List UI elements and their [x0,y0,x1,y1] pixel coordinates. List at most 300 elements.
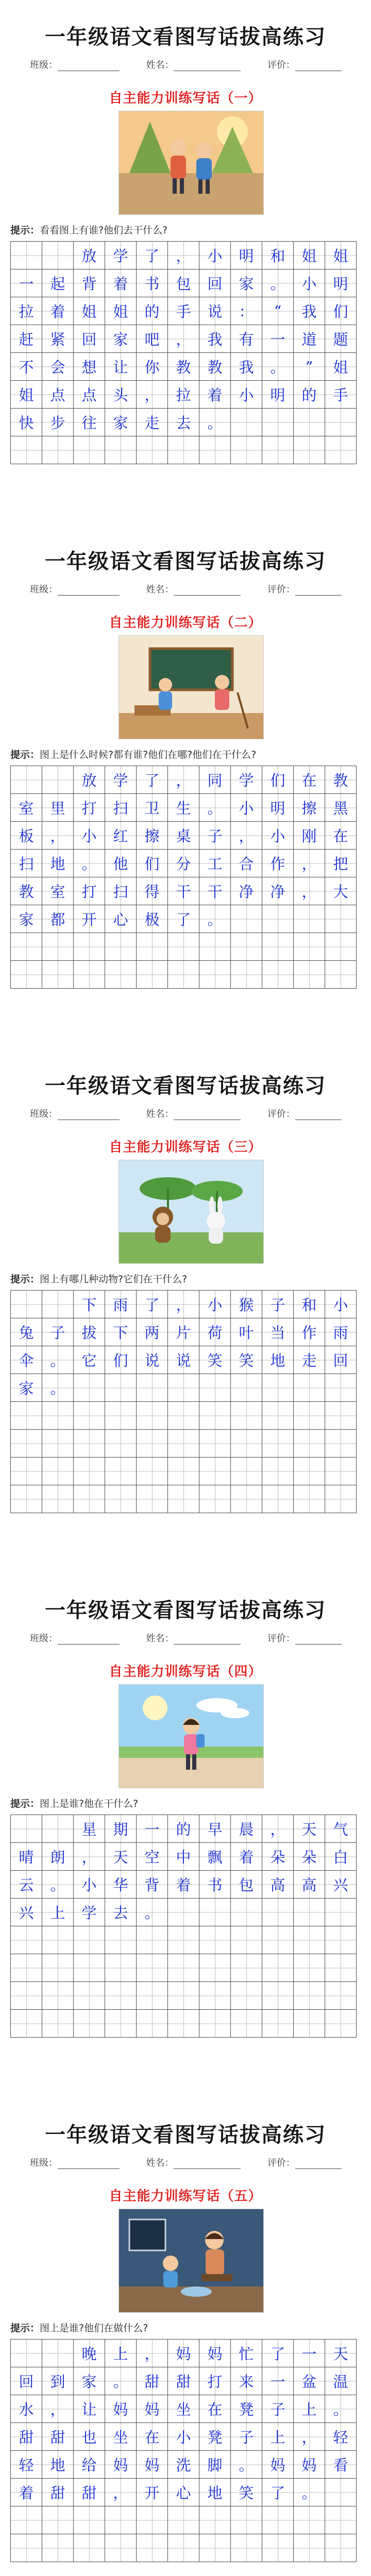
grid-cell[interactable] [325,2010,357,2038]
grid-cell[interactable]: 了 [262,2479,294,2506]
grid-cell[interactable]: ， [294,850,325,877]
grid-cell[interactable] [294,933,325,961]
grid-cell[interactable]: 有 [231,325,262,353]
grid-cell[interactable]: 步 [42,409,74,436]
grid-cell[interactable] [137,961,168,989]
grid-cell[interactable] [325,905,357,933]
grid-cell[interactable]: 让 [105,353,137,381]
grid-cell[interactable]: 朵 [294,1843,325,1871]
grid-cell[interactable]: 包 [231,1871,262,1899]
grid-cell[interactable]: 我 [199,325,231,353]
grid-cell[interactable]: 把 [325,850,357,877]
grid-cell[interactable]: 到 [42,2367,74,2395]
grid-cell[interactable]: 了 [137,242,168,269]
grid-cell[interactable] [11,933,42,961]
grid-cell[interactable]: 书 [199,1871,231,1899]
grid-cell[interactable]: 期 [105,1815,137,1843]
grid-cell[interactable]: 明 [325,269,357,297]
grid-cell[interactable]: 着 [231,1843,262,1871]
grid-cell[interactable]: 扫 [11,850,42,877]
grid-cell[interactable]: 子 [231,2423,262,2451]
grid-cell[interactable]: 他 [105,850,137,877]
grid-cell[interactable] [74,961,105,989]
grid-cell[interactable] [294,2534,325,2562]
grid-cell[interactable]: 打 [199,2367,231,2395]
grid-cell[interactable]: 地 [42,850,74,877]
grid-cell[interactable]: 甜 [168,2367,199,2395]
grid-cell[interactable] [168,1899,199,1926]
grid-cell[interactable]: 们 [105,1346,137,1374]
grid-cell[interactable] [231,933,262,961]
grid-cell[interactable]: 说 [168,1346,199,1374]
grid-cell[interactable]: 干 [199,877,231,905]
grid-cell[interactable] [294,1374,325,1402]
grid-cell[interactable]: 雨 [105,1291,137,1318]
grid-cell[interactable]: ， [74,1843,105,1871]
grid-cell[interactable]: 在 [294,766,325,794]
grid-cell[interactable] [105,1926,137,1954]
grid-cell[interactable] [168,1430,199,1458]
grid-cell[interactable] [294,2010,325,2038]
grid-cell[interactable] [262,1402,294,1430]
grid-cell[interactable]: 。 [325,2395,357,2423]
grid-cell[interactable] [11,766,42,794]
grid-cell[interactable]: 学 [231,766,262,794]
grid-cell[interactable]: 的 [168,1815,199,1843]
grid-cell[interactable]: 姐 [325,353,357,381]
grid-cell[interactable] [42,766,74,794]
grid-cell[interactable]: 姐 [11,381,42,409]
grid-cell[interactable]: 着 [199,381,231,409]
grid-cell[interactable]: 回 [325,1346,357,1374]
grid-cell[interactable]: 。 [199,905,231,933]
grid-cell[interactable]: 。 [262,269,294,297]
grid-cell[interactable]: 一 [11,269,42,297]
grid-cell[interactable]: 放 [74,766,105,794]
grid-cell[interactable]: 净 [262,877,294,905]
grid-cell[interactable]: 扫 [105,794,137,822]
grid-cell[interactable]: 来 [231,2367,262,2395]
grid-cell[interactable] [11,1430,42,1458]
class-blank[interactable] [58,61,120,71]
grid-cell[interactable]: 笑 [231,1346,262,1374]
score-blank[interactable] [295,61,342,71]
grid-cell[interactable] [11,2506,42,2534]
grid-cell[interactable] [231,1982,262,2010]
grid-cell[interactable] [325,2506,357,2534]
grid-cell[interactable] [325,961,357,989]
grid-cell[interactable] [42,2506,74,2534]
grid-cell[interactable] [325,1954,357,1982]
grid-cell[interactable]: 开 [137,2479,168,2506]
grid-cell[interactable]: 甜 [74,2479,105,2506]
grid-cell[interactable] [137,1954,168,1982]
grid-cell[interactable]: 在 [325,822,357,850]
grid-cell[interactable] [294,1926,325,1954]
grid-cell[interactable] [42,1926,74,1954]
name-blank[interactable] [174,61,241,71]
grid-cell[interactable]: 作 [262,850,294,877]
grid-cell[interactable] [231,1954,262,1982]
grid-cell[interactable] [199,1485,231,1513]
grid-cell[interactable]: 晚 [74,2340,105,2367]
grid-cell[interactable] [199,1926,231,1954]
grid-cell[interactable] [199,1458,231,1485]
grid-cell[interactable] [168,1374,199,1402]
grid-cell[interactable]: ： [231,297,262,325]
grid-cell[interactable] [42,2340,74,2367]
grid-cell[interactable]: 小 [199,242,231,269]
grid-cell[interactable]: ， [168,1291,199,1318]
grid-cell[interactable] [11,1458,42,1485]
grid-cell[interactable]: 点 [74,381,105,409]
grid-cell[interactable] [231,1899,262,1926]
grid-cell[interactable] [105,1982,137,2010]
grid-cell[interactable] [199,1899,231,1926]
grid-cell[interactable] [74,1954,105,1982]
grid-cell[interactable] [137,2534,168,2562]
grid-cell[interactable] [42,1982,74,2010]
grid-cell[interactable] [11,1402,42,1430]
grid-cell[interactable] [137,933,168,961]
grid-cell[interactable] [199,961,231,989]
grid-cell[interactable] [325,933,357,961]
grid-cell[interactable]: 明 [262,794,294,822]
grid-cell[interactable]: 。 [294,2479,325,2506]
grid-cell[interactable] [325,1374,357,1402]
grid-cell[interactable] [105,1430,137,1458]
grid-cell[interactable]: 走 [137,409,168,436]
grid-cell[interactable] [105,933,137,961]
grid-cell[interactable] [262,2534,294,2562]
grid-cell[interactable] [42,242,74,269]
grid-cell[interactable] [294,1982,325,2010]
grid-cell[interactable] [11,1954,42,1982]
grid-cell[interactable]: 看 [325,2451,357,2479]
grid-cell[interactable]: 板 [11,822,42,850]
grid-cell[interactable]: 子 [42,1318,74,1346]
grid-cell[interactable] [199,1430,231,1458]
grid-cell[interactable] [294,961,325,989]
grid-cell[interactable] [74,1485,105,1513]
grid-cell[interactable]: 星 [74,1815,105,1843]
grid-cell[interactable]: 姐 [105,297,137,325]
grid-cell[interactable]: 笑 [231,2479,262,2506]
grid-cell[interactable]: 荷 [199,1318,231,1346]
grid-cell[interactable]: 天 [105,1843,137,1871]
grid-cell[interactable]: 忙 [231,2340,262,2367]
grid-cell[interactable]: 回 [11,2367,42,2395]
name-blank[interactable] [174,586,241,596]
grid-cell[interactable]: 兔 [11,1318,42,1346]
grid-cell[interactable]: ， [294,877,325,905]
grid-cell[interactable] [294,1485,325,1513]
grid-cell[interactable]: 小 [294,269,325,297]
grid-cell[interactable]: 明 [262,381,294,409]
grid-cell[interactable] [11,242,42,269]
grid-cell[interactable] [11,436,42,464]
grid-cell[interactable]: 教 [325,766,357,794]
grid-cell[interactable] [294,2506,325,2534]
grid-cell[interactable] [262,1430,294,1458]
grid-cell[interactable] [42,2534,74,2562]
grid-cell[interactable]: 都 [42,905,74,933]
grid-cell[interactable] [105,1954,137,1982]
grid-cell[interactable]: 子 [262,2395,294,2423]
grid-cell[interactable]: 紧 [42,325,74,353]
grid-cell[interactable]: 里 [42,794,74,822]
grid-cell[interactable] [294,409,325,436]
grid-cell[interactable]: 往 [74,409,105,436]
grid-cell[interactable]: 家 [105,325,137,353]
grid-cell[interactable] [74,2534,105,2562]
grid-cell[interactable] [168,961,199,989]
grid-cell[interactable] [262,1485,294,1513]
grid-cell[interactable]: 道 [294,325,325,353]
grid-cell[interactable] [137,1485,168,1513]
grid-cell[interactable]: 妈 [294,2451,325,2479]
grid-cell[interactable]: 两 [137,1318,168,1346]
grid-cell[interactable]: 飘 [199,1843,231,1871]
grid-cell[interactable]: 着 [168,1871,199,1899]
grid-cell[interactable]: 分 [168,850,199,877]
grid-cell[interactable]: 同 [199,766,231,794]
grid-cell[interactable]: 教 [168,353,199,381]
grid-cell[interactable] [325,1430,357,1458]
grid-cell[interactable] [199,1402,231,1430]
grid-cell[interactable]: ， [168,766,199,794]
name-blank[interactable] [174,1635,241,1645]
grid-cell[interactable] [11,1815,42,1843]
grid-cell[interactable]: 上 [294,2395,325,2423]
grid-cell[interactable] [105,1402,137,1430]
grid-cell[interactable] [325,436,357,464]
grid-cell[interactable] [168,2010,199,2038]
grid-cell[interactable] [137,1402,168,1430]
grid-cell[interactable] [199,933,231,961]
grid-cell[interactable] [325,2534,357,2562]
grid-cell[interactable]: 生 [168,794,199,822]
grid-cell[interactable] [262,1458,294,1485]
grid-cell[interactable] [74,1458,105,1485]
grid-cell[interactable]: 工 [199,850,231,877]
grid-cell[interactable]: 小 [231,381,262,409]
class-blank[interactable] [58,586,120,596]
grid-cell[interactable]: 放 [74,242,105,269]
grid-cell[interactable]: 洗 [168,2451,199,2479]
grid-cell[interactable]: 也 [74,2423,105,2451]
grid-cell[interactable]: 学 [105,766,137,794]
grid-cell[interactable]: ， [137,381,168,409]
grid-cell[interactable]: 坐 [105,2423,137,2451]
grid-cell[interactable] [199,1954,231,1982]
grid-cell[interactable]: ， [105,2479,137,2506]
grid-cell[interactable]: 片 [168,1318,199,1346]
grid-cell[interactable] [105,1485,137,1513]
grid-cell[interactable]: 说 [199,297,231,325]
grid-cell[interactable] [231,1458,262,1485]
grid-cell[interactable] [231,2010,262,2038]
grid-cell[interactable]: 高 [262,1871,294,1899]
grid-cell[interactable]: 头 [105,381,137,409]
grid-cell[interactable] [168,1458,199,1485]
grid-cell[interactable] [262,409,294,436]
grid-cell[interactable]: 们 [262,766,294,794]
grid-cell[interactable] [42,933,74,961]
grid-cell[interactable] [199,2534,231,2562]
grid-cell[interactable]: 起 [42,269,74,297]
grid-cell[interactable]: 甜 [11,2423,42,2451]
grid-cell[interactable]: 干 [168,877,199,905]
grid-cell[interactable]: 。 [42,1871,74,1899]
grid-cell[interactable]: 拉 [11,297,42,325]
grid-cell[interactable]: 不 [11,353,42,381]
grid-cell[interactable]: 甜 [137,2367,168,2395]
grid-cell[interactable]: 地 [262,1346,294,1374]
grid-cell[interactable]: 小 [168,2423,199,2451]
grid-cell[interactable]: 想 [74,353,105,381]
grid-cell[interactable]: 中 [168,1843,199,1871]
class-blank[interactable] [58,2159,120,2169]
grid-cell[interactable] [262,1899,294,1926]
grid-cell[interactable] [168,2534,199,2562]
grid-cell[interactable]: 擦 [294,794,325,822]
grid-cell[interactable]: 去 [105,1899,137,1926]
grid-cell[interactable]: 合 [231,850,262,877]
grid-cell[interactable] [325,1982,357,2010]
grid-cell[interactable]: 打 [74,877,105,905]
class-blank[interactable] [58,1110,120,1120]
grid-cell[interactable] [231,1374,262,1402]
grid-cell[interactable] [231,2534,262,2562]
grid-cell[interactable] [105,961,137,989]
grid-cell[interactable]: 说 [137,1346,168,1374]
grid-cell[interactable]: 净 [231,877,262,905]
grid-cell[interactable] [262,961,294,989]
grid-cell[interactable]: 朗 [42,1843,74,1871]
grid-cell[interactable]: 去 [168,409,199,436]
grid-cell[interactable] [262,1982,294,2010]
grid-cell[interactable] [231,1402,262,1430]
grid-cell[interactable]: 我 [294,297,325,325]
grid-cell[interactable]: 回 [199,269,231,297]
class-blank[interactable] [58,1635,120,1645]
grid-cell[interactable] [42,2010,74,2038]
grid-cell[interactable] [11,1485,42,1513]
grid-cell[interactable]: 。 [199,794,231,822]
grid-cell[interactable]: 。 [42,1346,74,1374]
grid-cell[interactable]: 水 [11,2395,42,2423]
grid-cell[interactable]: 开 [74,905,105,933]
grid-cell[interactable] [231,1926,262,1954]
grid-cell[interactable]: 脚 [199,2451,231,2479]
grid-cell[interactable]: 黑 [325,794,357,822]
grid-cell[interactable]: 凳 [231,2395,262,2423]
grid-cell[interactable]: ， [168,325,199,353]
grid-cell[interactable]: 当 [262,1318,294,1346]
grid-cell[interactable] [199,2010,231,2038]
grid-cell[interactable] [168,1954,199,1982]
grid-cell[interactable] [74,2010,105,2038]
grid-cell[interactable]: 卫 [137,794,168,822]
grid-cell[interactable]: 地 [42,2451,74,2479]
grid-cell[interactable]: 上 [42,1899,74,1926]
grid-cell[interactable]: 。 [42,1374,74,1402]
grid-cell[interactable] [74,1374,105,1402]
grid-cell[interactable]: 朵 [262,1843,294,1871]
grid-cell[interactable]: 心 [105,905,137,933]
grid-cell[interactable]: 和 [294,1291,325,1318]
grid-cell[interactable]: ， [168,242,199,269]
grid-cell[interactable] [74,436,105,464]
grid-cell[interactable]: ， [231,822,262,850]
grid-cell[interactable]: 题 [325,325,357,353]
grid-cell[interactable] [262,933,294,961]
grid-cell[interactable] [325,1402,357,1430]
grid-cell[interactable] [42,1485,74,1513]
grid-cell[interactable]: 教 [11,877,42,905]
grid-cell[interactable]: ， [262,1815,294,1843]
grid-cell[interactable]: 吧 [137,325,168,353]
grid-cell[interactable]: 。 [262,353,294,381]
grid-cell[interactable]: 一 [294,2340,325,2367]
grid-cell[interactable]: 妈 [199,2340,231,2367]
grid-cell[interactable]: 姐 [294,242,325,269]
grid-cell[interactable]: 妈 [168,2340,199,2367]
grid-cell[interactable] [74,1926,105,1954]
grid-cell[interactable]: 我 [231,353,262,381]
grid-cell[interactable]: 。 [137,1899,168,1926]
grid-cell[interactable] [199,1374,231,1402]
grid-cell[interactable] [137,2010,168,2038]
grid-cell[interactable]: ， [42,822,74,850]
grid-cell[interactable]: 在 [199,2395,231,2423]
grid-cell[interactable] [294,1458,325,1485]
grid-cell[interactable] [325,1926,357,1954]
grid-cell[interactable] [74,1430,105,1458]
grid-cell[interactable] [11,2340,42,2367]
grid-cell[interactable]: 坐 [168,2395,199,2423]
grid-cell[interactable] [137,436,168,464]
grid-cell[interactable] [42,1954,74,1982]
grid-cell[interactable]: 家 [105,409,137,436]
grid-cell[interactable]: 空 [137,1843,168,1871]
grid-cell[interactable] [74,1402,105,1430]
grid-cell[interactable] [11,1982,42,2010]
grid-cell[interactable]: 赶 [11,325,42,353]
grid-cell[interactable] [74,1982,105,2010]
grid-cell[interactable] [199,1982,231,2010]
grid-cell[interactable]: 一 [137,1815,168,1843]
grid-cell[interactable]: 凳 [199,2423,231,2451]
grid-cell[interactable] [42,1430,74,1458]
grid-cell[interactable]: 晴 [11,1843,42,1871]
grid-cell[interactable] [168,436,199,464]
grid-cell[interactable]: 小 [262,822,294,850]
grid-cell[interactable]: ” [294,353,325,381]
grid-cell[interactable]: ， [42,2395,74,2423]
grid-cell[interactable]: 作 [294,1318,325,1346]
grid-cell[interactable]: 和 [262,242,294,269]
grid-cell[interactable]: 甜 [42,2479,74,2506]
grid-cell[interactable] [231,409,262,436]
grid-cell[interactable]: 扫 [105,877,137,905]
grid-cell[interactable]: 大 [325,877,357,905]
grid-cell[interactable]: 擦 [137,822,168,850]
grid-cell[interactable]: 妈 [137,2451,168,2479]
grid-cell[interactable] [231,905,262,933]
grid-cell[interactable] [262,2010,294,2038]
